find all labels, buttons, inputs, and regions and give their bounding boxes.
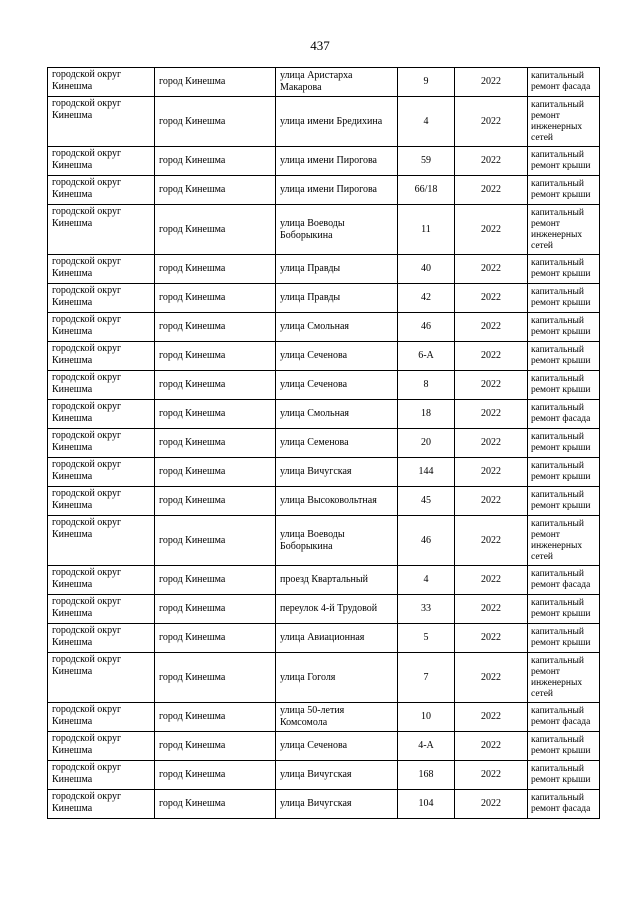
cell-year: 2022 xyxy=(455,284,528,313)
table-row xyxy=(48,147,600,176)
cell-street: улица Правды xyxy=(276,255,398,284)
cell-municipality: городской округ Кинешма xyxy=(48,732,155,761)
cell-year: 2022 xyxy=(455,653,528,703)
cell-year: 2022 xyxy=(455,732,528,761)
cell-municipality: городской округ Кинешма xyxy=(48,703,155,732)
table-row xyxy=(48,595,600,624)
cell-settlement: город Кинешма xyxy=(155,761,276,790)
cell-work-type: капитальный ремонт фасада xyxy=(528,400,600,429)
cell-street: улица Высоковольтная xyxy=(276,487,398,516)
registry-table xyxy=(47,67,600,819)
cell-municipality: городской округ Кинешма xyxy=(48,205,155,255)
cell-work-type: капитальный ремонт крыши xyxy=(528,487,600,516)
cell-house-number: 168 xyxy=(398,761,455,790)
table-row xyxy=(48,732,600,761)
cell-work-type: капитальный ремонт крыши xyxy=(528,342,600,371)
cell-house-number: 6-А xyxy=(398,342,455,371)
cell-settlement: город Кинешма xyxy=(155,516,276,566)
cell-municipality: городской округ Кинешма xyxy=(48,147,155,176)
cell-street: проезд Квартальный xyxy=(276,566,398,595)
cell-street: улица имени Бредихина xyxy=(276,97,398,147)
cell-municipality: городской округ Кинешма xyxy=(48,458,155,487)
cell-year: 2022 xyxy=(455,790,528,819)
cell-work-type: капитальный ремонт крыши xyxy=(528,732,600,761)
cell-year: 2022 xyxy=(455,487,528,516)
table-row xyxy=(48,205,600,255)
table-row xyxy=(48,313,600,342)
cell-work-type: капитальный ремонт крыши xyxy=(528,284,600,313)
cell-year: 2022 xyxy=(455,255,528,284)
cell-work-type: капитальный ремонт крыши xyxy=(528,595,600,624)
cell-house-number: 104 xyxy=(398,790,455,819)
cell-municipality: городской округ Кинешма xyxy=(48,284,155,313)
cell-work-type: капитальный ремонт фасада xyxy=(528,68,600,97)
cell-settlement: город Кинешма xyxy=(155,790,276,819)
cell-settlement: город Кинешма xyxy=(155,342,276,371)
cell-municipality: городской округ Кинешма xyxy=(48,516,155,566)
cell-house-number: 18 xyxy=(398,400,455,429)
cell-house-number: 4 xyxy=(398,97,455,147)
cell-work-type: капитальный ремонт инженерных сетей xyxy=(528,516,600,566)
cell-settlement: город Кинешма xyxy=(155,371,276,400)
cell-house-number: 7 xyxy=(398,653,455,703)
cell-settlement: город Кинешма xyxy=(155,458,276,487)
cell-street: улица Сеченова xyxy=(276,342,398,371)
cell-settlement: город Кинешма xyxy=(155,147,276,176)
cell-settlement: город Кинешма xyxy=(155,313,276,342)
cell-year: 2022 xyxy=(455,342,528,371)
cell-house-number: 4-А xyxy=(398,732,455,761)
cell-house-number: 46 xyxy=(398,516,455,566)
cell-street: улица Воеводы Боборыкина xyxy=(276,516,398,566)
cell-year: 2022 xyxy=(455,458,528,487)
cell-work-type: капитальный ремонт крыши xyxy=(528,429,600,458)
cell-municipality: городской округ Кинешма xyxy=(48,790,155,819)
table-row xyxy=(48,566,600,595)
cell-house-number: 5 xyxy=(398,624,455,653)
cell-year: 2022 xyxy=(455,516,528,566)
cell-municipality: городской округ Кинешма xyxy=(48,342,155,371)
cell-year: 2022 xyxy=(455,703,528,732)
cell-house-number: 20 xyxy=(398,429,455,458)
cell-work-type: капитальный ремонт крыши xyxy=(528,761,600,790)
cell-street: улица Сеченова xyxy=(276,732,398,761)
cell-year: 2022 xyxy=(455,68,528,97)
cell-settlement: город Кинешма xyxy=(155,255,276,284)
cell-work-type: капитальный ремонт крыши xyxy=(528,313,600,342)
cell-municipality: городской округ Кинешма xyxy=(48,566,155,595)
cell-work-type: капитальный ремонт крыши xyxy=(528,624,600,653)
cell-house-number: 59 xyxy=(398,147,455,176)
table-row xyxy=(48,371,600,400)
cell-settlement: город Кинешма xyxy=(155,624,276,653)
cell-work-type: капитальный ремонт крыши xyxy=(528,371,600,400)
cell-street: улица Аристарха Макарова xyxy=(276,68,398,97)
cell-work-type: капитальный ремонт крыши xyxy=(528,255,600,284)
cell-settlement: город Кинешма xyxy=(155,205,276,255)
cell-house-number: 9 xyxy=(398,68,455,97)
page-number: 437 xyxy=(310,38,330,53)
cell-settlement: город Кинешма xyxy=(155,732,276,761)
cell-settlement: город Кинешма xyxy=(155,487,276,516)
cell-settlement: город Кинешма xyxy=(155,284,276,313)
cell-municipality: городской округ Кинешма xyxy=(48,487,155,516)
table-row xyxy=(48,703,600,732)
cell-municipality: городской округ Кинешма xyxy=(48,400,155,429)
table-row xyxy=(48,653,600,703)
table-row xyxy=(48,624,600,653)
cell-municipality: городской округ Кинешма xyxy=(48,313,155,342)
cell-street: улица Смольная xyxy=(276,313,398,342)
cell-year: 2022 xyxy=(455,176,528,205)
cell-work-type: капитальный ремонт инженерных сетей xyxy=(528,205,600,255)
cell-house-number: 66/18 xyxy=(398,176,455,205)
cell-street: улица Правды xyxy=(276,284,398,313)
cell-year: 2022 xyxy=(455,429,528,458)
cell-street: улица Вичугская xyxy=(276,458,398,487)
registry-table-body xyxy=(48,68,600,819)
cell-year: 2022 xyxy=(455,205,528,255)
cell-house-number: 144 xyxy=(398,458,455,487)
table-row xyxy=(48,68,600,97)
cell-work-type: капитальный ремонт крыши xyxy=(528,147,600,176)
cell-house-number: 45 xyxy=(398,487,455,516)
cell-street: улица Вичугская xyxy=(276,790,398,819)
cell-street: переулок 4-й Трудовой xyxy=(276,595,398,624)
table-row xyxy=(48,342,600,371)
cell-municipality: городской округ Кинешма xyxy=(48,595,155,624)
cell-year: 2022 xyxy=(455,595,528,624)
table-row xyxy=(48,458,600,487)
table-row xyxy=(48,516,600,566)
cell-street: улица Вичугская xyxy=(276,761,398,790)
cell-street: улица Гоголя xyxy=(276,653,398,703)
cell-year: 2022 xyxy=(455,147,528,176)
cell-settlement: город Кинешма xyxy=(155,653,276,703)
cell-municipality: городской округ Кинешма xyxy=(48,371,155,400)
cell-municipality: городской округ Кинешма xyxy=(48,653,155,703)
cell-street: улица 50-летия Комсомола xyxy=(276,703,398,732)
table-row xyxy=(48,761,600,790)
table-row xyxy=(48,400,600,429)
cell-municipality: городской округ Кинешма xyxy=(48,761,155,790)
cell-house-number: 40 xyxy=(398,255,455,284)
table-row xyxy=(48,790,600,819)
cell-work-type: капитальный ремонт фасада xyxy=(528,703,600,732)
cell-work-type: капитальный ремонт фасада xyxy=(528,566,600,595)
cell-year: 2022 xyxy=(455,624,528,653)
cell-settlement: город Кинешма xyxy=(155,68,276,97)
cell-house-number: 46 xyxy=(398,313,455,342)
cell-municipality: городской округ Кинешма xyxy=(48,429,155,458)
cell-municipality: городской округ Кинешма xyxy=(48,176,155,205)
cell-street: улица Воеводы Боборыкина xyxy=(276,205,398,255)
cell-settlement: город Кинешма xyxy=(155,176,276,205)
cell-year: 2022 xyxy=(455,371,528,400)
cell-house-number: 42 xyxy=(398,284,455,313)
cell-house-number: 4 xyxy=(398,566,455,595)
cell-year: 2022 xyxy=(455,97,528,147)
cell-house-number: 33 xyxy=(398,595,455,624)
cell-street: улица Сеченова xyxy=(276,371,398,400)
cell-municipality: городской округ Кинешма xyxy=(48,68,155,97)
cell-house-number: 10 xyxy=(398,703,455,732)
table-row xyxy=(48,176,600,205)
cell-work-type: капитальный ремонт крыши xyxy=(528,176,600,205)
cell-street: улица имени Пирогова xyxy=(276,147,398,176)
table-row xyxy=(48,284,600,313)
cell-work-type: капитальный ремонт инженерных сетей xyxy=(528,653,600,703)
cell-street: улица имени Пирогова xyxy=(276,176,398,205)
cell-settlement: город Кинешма xyxy=(155,703,276,732)
cell-municipality: городской округ Кинешма xyxy=(48,97,155,147)
cell-work-type: капитальный ремонт инженерных сетей xyxy=(528,97,600,147)
cell-year: 2022 xyxy=(455,761,528,790)
cell-house-number: 11 xyxy=(398,205,455,255)
table-row xyxy=(48,487,600,516)
cell-settlement: город Кинешма xyxy=(155,595,276,624)
table-row xyxy=(48,255,600,284)
cell-year: 2022 xyxy=(455,313,528,342)
cell-work-type: капитальный ремонт крыши xyxy=(528,458,600,487)
cell-settlement: город Кинешма xyxy=(155,97,276,147)
cell-settlement: город Кинешма xyxy=(155,429,276,458)
cell-municipality: городской округ Кинешма xyxy=(48,624,155,653)
cell-settlement: город Кинешма xyxy=(155,566,276,595)
cell-work-type: капитальный ремонт фасада xyxy=(528,790,600,819)
table-row xyxy=(48,97,600,147)
table-row xyxy=(48,429,600,458)
cell-year: 2022 xyxy=(455,400,528,429)
cell-settlement: город Кинешма xyxy=(155,400,276,429)
cell-street: улица Смольная xyxy=(276,400,398,429)
cell-house-number: 8 xyxy=(398,371,455,400)
cell-municipality: городской округ Кинешма xyxy=(48,255,155,284)
cell-street: улица Семенова xyxy=(276,429,398,458)
cell-street: улица Авиационная xyxy=(276,624,398,653)
cell-year: 2022 xyxy=(455,566,528,595)
